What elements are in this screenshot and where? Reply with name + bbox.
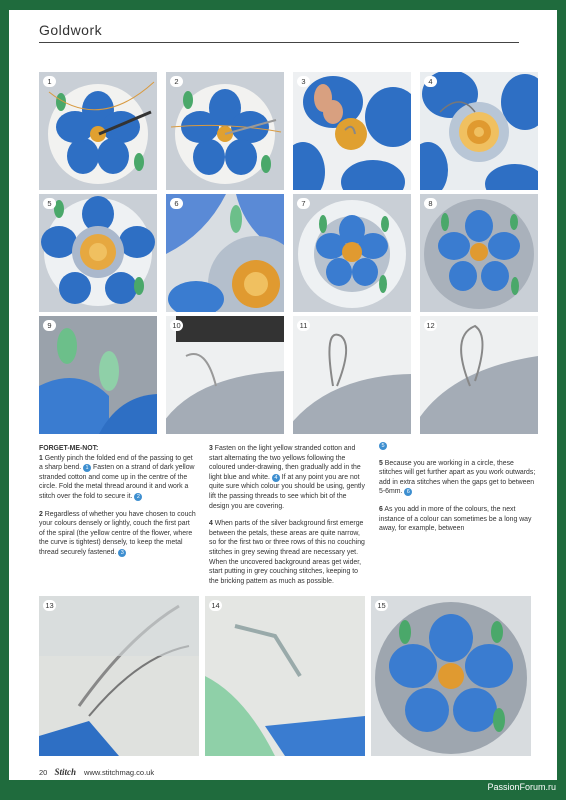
step-photo-8	[420, 194, 538, 312]
photo-ref-badge: 1	[83, 464, 91, 472]
step-photo-2	[166, 72, 284, 190]
step-photo-15	[371, 596, 531, 756]
step-photo-3	[293, 72, 411, 190]
step-3-number: 3	[209, 445, 213, 452]
photo-ref-badge: 6	[404, 488, 412, 496]
photo-ref-badge: 4	[272, 474, 280, 482]
step-number-badge: 2	[170, 76, 183, 87]
step-photo-1	[39, 72, 157, 190]
header-divider	[39, 42, 519, 43]
step-2-text: Regardless of whether you have chosen to couch your colours densely or lightly, couch the first part of the spiral (the yellow centre of the flower, where the curve is tightest) densely, to keep the metal thread securely fastened.	[39, 510, 196, 556]
text-column-1	[39, 444, 196, 566]
step-number-badge: 15	[375, 600, 388, 611]
step-number-badge: 8	[424, 198, 437, 209]
step-1-text-b: Fasten on a strand of dark yellow stranded cotton and come up in the centre of the circle. Fold the metal thread around it and work a stitch over the fold to secure it.	[39, 464, 195, 500]
step-photo-13	[39, 596, 199, 756]
step-photo-11	[293, 316, 411, 434]
text-column-2	[209, 444, 366, 594]
article-heading: FORGET-ME-NOT:	[39, 445, 99, 452]
step-6-number: 6	[379, 505, 383, 513]
step-number-badge: 12	[424, 320, 437, 331]
step-photo-7	[293, 194, 411, 312]
page-number: 20	[39, 768, 48, 777]
photo-ref-badge: 2	[134, 493, 142, 501]
step-number-badge: 7	[297, 198, 310, 209]
step-number-badge: 1	[43, 76, 56, 87]
step-4-text: When parts of the silver background first emerge between the petals, these areas are quite narrow, so for the first two or three rows of this no couching stitches in grey sewing thread are necessary yet. When the uncovered background areas get wider, start putting in grey couching stitches, keeping to the bricking pattern as much as possible.	[209, 520, 365, 585]
step-photo-4	[420, 72, 538, 190]
text-column-3	[379, 441, 536, 542]
step-5-number: 5	[379, 459, 383, 467]
step-number-badge: 5	[43, 198, 56, 209]
step-photo-6	[166, 194, 284, 312]
step-2-number: 2	[39, 510, 43, 518]
step-number-badge: 13	[43, 600, 56, 611]
step-number-badge: 3	[297, 76, 310, 87]
step-photo-12	[420, 316, 538, 434]
step-3-text-b: If at any point you are not quite sure which colour you should be using, gently lift the passing threads to see which bit of the design you are covering.	[209, 473, 365, 510]
step-1-text-a: Gently pinch the folded end of the passing to get a sharp bend.	[39, 454, 193, 472]
step-1-number: 1	[39, 454, 43, 462]
photo-ref-badge: 3	[118, 549, 126, 557]
website-url[interactable]: www.stitchmag.co.uk	[84, 768, 155, 777]
step-photo-9	[39, 316, 157, 434]
step-number-badge: 10	[170, 320, 183, 331]
step-photo-14	[205, 596, 365, 756]
step-6-text: As you add in more of the colours, the next instance of a colour can sometimes be a long way away, for example, between	[379, 505, 532, 533]
step-photo-10	[166, 316, 284, 434]
step-number-badge: 14	[209, 600, 222, 611]
step-number-badge: 6	[170, 198, 183, 209]
step-3-text-a: Fasten on the light yellow stranded cotton and start alternating the two yellows following the coloured under-drawing, then gradually add in the light blue and white.	[209, 445, 361, 481]
page-footer	[39, 767, 154, 777]
magazine-page	[9, 10, 557, 780]
photo-ref-badge: 5	[379, 442, 387, 450]
step-number-badge: 4	[424, 76, 437, 87]
section-title: Goldwork	[39, 22, 103, 38]
magazine-logo: Stitch	[54, 767, 76, 777]
step-4-number: 4	[209, 520, 213, 528]
step-5-text: Because you are working in a circle, these stitches will get further apart as you work outwards; add in extra stitches when the gaps get to between 5-6mm.	[379, 459, 536, 496]
step-number-badge: 11	[297, 320, 310, 331]
watermark: PassionForum.ru	[487, 782, 556, 792]
step-number-badge: 9	[43, 320, 56, 331]
step-photo-5	[39, 194, 157, 312]
